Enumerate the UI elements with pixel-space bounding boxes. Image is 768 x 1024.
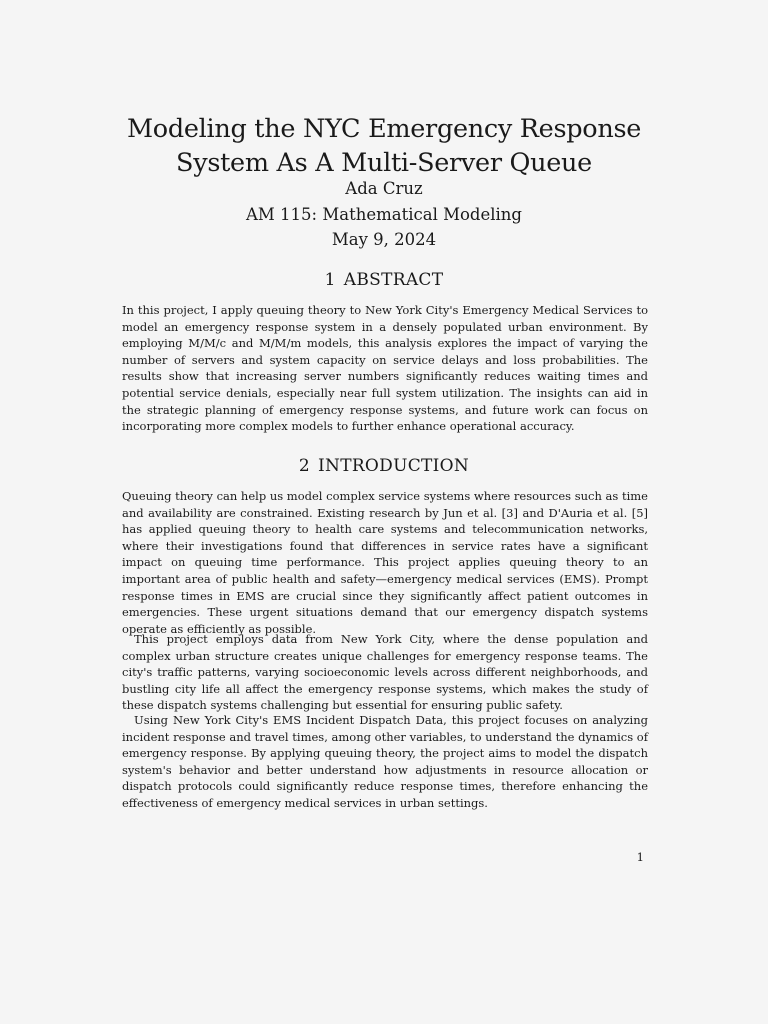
paper-date: May 9, 2024 [331,230,437,249]
author-name: Ada Cruz [345,179,423,198]
abstract-heading [0,268,768,292]
course-name: AM 115: Mathematical Modeling [246,205,522,224]
introduction-section-number: 2 [298,456,310,476]
title-line-1: Modeling the NYC Emergency Response [126,114,642,144]
introduction-heading [0,454,768,478]
introduction-section-title: INTRODUCTION [318,456,470,476]
introduction-paragraph-2: This project employs data from New York City, where the dense population and complex urban structure creates unique challenges for emergency response teams. The city's traffic patterns, varying socioeconomic levels across different neighborhoods, and bustling city life all affect the emergency response systems, which makes the study of these dispatch systems challenging but essential for ensuring public safety. [122,632,648,713]
abstract-section-number: 1 [324,270,336,290]
introduction-paragraph-3: Using New York City's EMS Incident Dispatch Data, this project focuses on analyzing incident response and travel times, among other variables, to understand the dynamics of emergency response. By applying queuing theory, the project aims to model the dispatch system's behavior and better understand how adjustments in resource allocation or dispatch protocols could significantly reduce response times, therefore enhancing the effectiveness of emergency medical services in urban settings. [122,713,648,810]
title-line-2: System As A Multi-Server Queue [176,148,592,178]
introduction-paragraph-1: Queuing theory can help us model complex service systems where resources such as time and availability are constrained. Existing research by Jun et al. [3] and D'Auria et al. [5] has applied queuing theory to health care systems and telecommunication networks, where their investigations found that differences in service rates have a significant impact on queuing time performance. This project applies queuing theory to an important area of public health and safety—emergency medical services (EMS). Prompt response times in EMS are crucial since they significantly affect patient outcomes in emergencies. These urgent situations demand that our emergency dispatch systems operate as efficiently as possible. [122,489,648,636]
abstract-section-title: ABSTRACT [343,270,444,290]
paper-title [0,112,768,180]
abstract-paragraph: In this project, I apply queuing theory to New York City's Emergency Medical Services to model an emergency response system in a densely populated urban environment. By employing M/M/c and M/M/m models, this analysis explores the impact of varying the number of servers and system capacity on service delays and loss probabilities. The results show that increasing server numbers significantly reduces waiting times and potential service denials, especially near full system utilization. The insights can aid in the strategic planning of emergency response systems, and future work can focus on incorporating more complex models to further enhance operational accuracy. [122,303,648,434]
page-number: 1 [636,850,644,864]
